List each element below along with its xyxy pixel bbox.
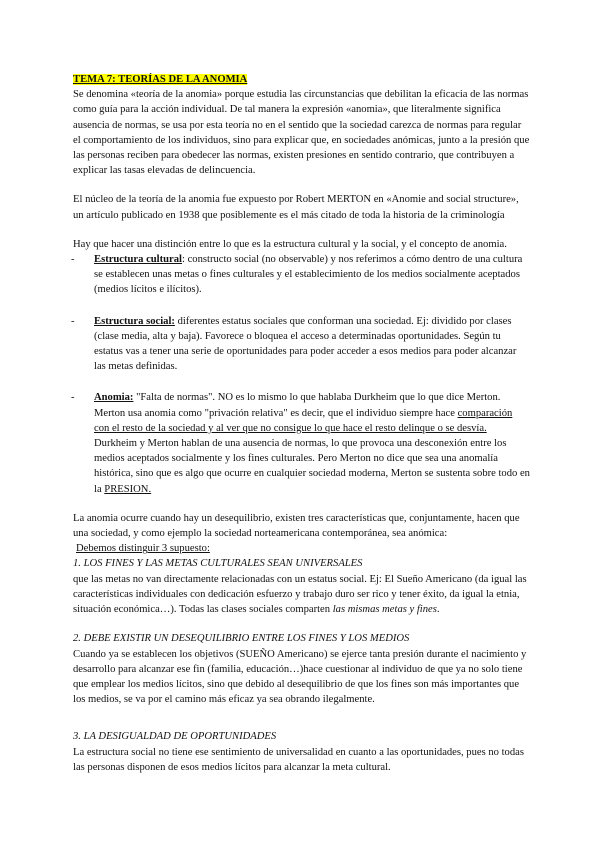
bullet-label: Anomia: — [94, 392, 134, 404]
subheading: Debemos distinguir 3 supuesto: — [76, 543, 210, 555]
concept-list — [73, 252, 530, 497]
section-heading-1: 1. LOS FINES Y LAS METAS CULTURALES SEAN UNIVERSALES — [73, 558, 363, 570]
distinction-paragraph: Hay que hacer una distinción entre lo que es la estructura cultural y la social, y el concepto de anomia. — [73, 238, 507, 250]
section-body-2: Cuando ya se establecen los objetivos (SUEÑO Americano) se ejerce tanta presión durante el nacimiento y desarrollo para alcanzar ese fin (familia, educación…)hace cuestionar al individuo de que ya no solo tiene que emplear los medios lícitos, sino que debido al desequilibrio de que los fines son más importantes que los medios, se va por el camino más eficaz ya sea obrando ilegalmente. — [73, 648, 527, 706]
bullet-anomia — [71, 390, 530, 496]
section-body-3: La estructura social no tiene ese sentimiento de universalidad en cuanto a las oportunidades, pues no todas las personas disponen de esos medios lícitos para alcanzar la meta cultural. — [73, 746, 524, 773]
dash-marker: - — [71, 315, 75, 327]
title-line — [73, 72, 530, 87]
bullet-underlined-text: comparación con el resto de la sociedad y al ver que no consigue lo que hace el resto delinque o se desvía. — [94, 407, 513, 434]
section-body-italic: las mismas metas y fines — [332, 604, 437, 616]
bullet-text: : constructo social (no observable) y nos referimos a cómo dentro de una cultura se establecen unas metas o fines culturales y el establecimiento de los medios socialmente aceptados (medios lícitos e ilícitos). — [94, 254, 523, 296]
bullet-estructura-social — [71, 314, 530, 375]
bullet-end-underlined: PRESION. — [104, 483, 152, 495]
bullet-estructura-cultural — [71, 252, 530, 298]
dash-marker: - — [71, 392, 75, 404]
bullet-label: Estructura cultural — [94, 254, 182, 266]
intro-paragraph: Se denomina «teoría de la anomia» porque estudia las circunstancias que debilitan la eficacia de las normas como guía para la acción individual. De tal manera la expresión «anomia», que literalmente significa ausencia de normas, se usa por esta teoría no en el sentido que la sociedad carezca de normas para regular el comportamiento de los individuos, sino para explicar que, en sociedades anómicas, junto a la presión que las personas reciben para obedecer las normas, existen presiones en sentido contrario, que contribuyen a explicar las tasas elevadas de delincuencia. — [73, 89, 530, 177]
anomia-paragraph: La anomia ocurre cuando hay un desequilibrio, existen tres características que, conjuntamente, hacen que una sociedad, y como ejemplo la sociedad norteamericana contemporánea, sea anómica: — [73, 512, 520, 540]
section-heading-3: 3. LA DESIGUALDAD DE OPORTUNIDADES — [73, 731, 277, 743]
section-body-text: que las metas no van directamente relacionadas con un estatus social. Ej: El Sueño Americano (da igual las características individuales con dedicación esfuerzo y trabajo duro ser rico y tener éxito, da igual la etnia, situación económica…). Todas las clases sociales comparten — [73, 573, 527, 616]
section-body-end: . — [436, 604, 440, 616]
bullet-text-cont: Durkheim y Merton hablan de una ausencia de normas, lo que provoca una desconexión entre los medios aceptados socialmente y los fines culturales. Pero Merton no dice que sea una anomalía histórica, sino que es algo que ocurre en cualquier sociedad moderna, Merton se sustenta sobre todo en la — [94, 438, 530, 495]
merton-paragraph: El núcleo de la teoría de la anomia fue expuesto por Robert MERTON en «Anomie and social structure», un artículo publicado en 1938 que posiblemente es el más citado de toda la historia de la criminología — [73, 194, 519, 221]
section-body-1 — [73, 572, 530, 618]
dash-marker: - — [71, 254, 75, 266]
page-title: TEMA 7: TEORÍAS DE LA ANOMIA — [73, 74, 248, 85]
bullet-text: diferentes estatus sociales que conforman una sociedad. Ej: dividido por clases (clase media, alta y baja). Favorece o bloquea el acceso a determinadas oportunidades. Según tu estatus vas a tener una serie de oportunidades para poder acceder a esos medios para poder alcanzar las metas definidas. — [94, 315, 517, 373]
section-heading-2: 2. DEBE EXISTIR UN DESEQUILIBRIO ENTRE LOS FINES Y LOS MEDIOS — [73, 633, 410, 645]
bullet-text: "Falta de normas". NO es lo mismo lo que hablaba Durkheim que lo que dice Merton. Merton usa anomia como "privación relativa" es decir, que el individuo siempre hace — [94, 392, 501, 419]
bullet-label: Estructura social: — [94, 315, 175, 327]
